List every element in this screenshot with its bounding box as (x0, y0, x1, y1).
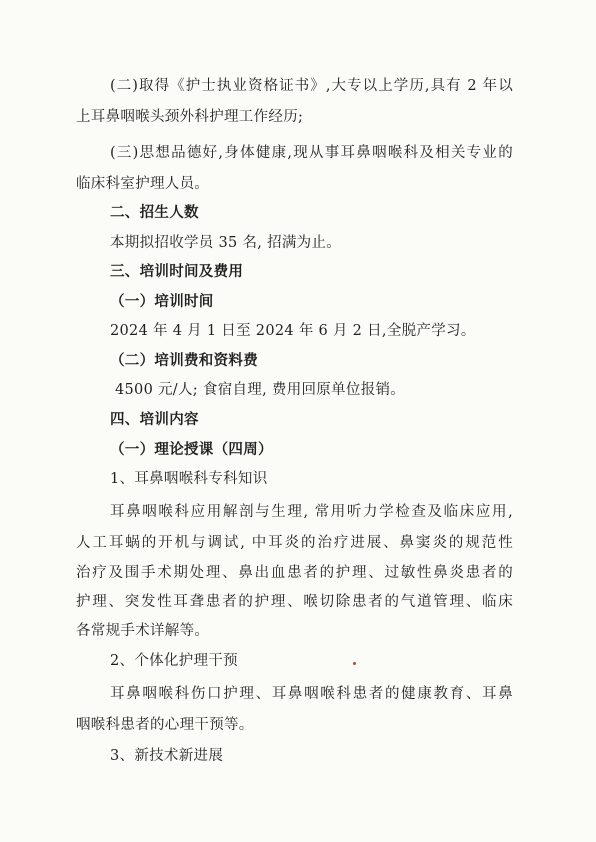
requirement-3-line-2: 临床科室护理人员。 (76, 176, 210, 192)
item-1-line-1: 耳鼻咽喉科应用解剖与生理, 常用听力学检查及临床应用, (110, 504, 513, 520)
requirement-2-line-2: 上耳鼻咽喉头颈外科护理工作经历; (76, 109, 304, 125)
training-time-text: 2024 年 4 月 1 日至 2024 年 6 月 2 日,全脱产学习。 (110, 323, 476, 339)
item-1-title: 1、耳鼻咽喉科专科知识 (110, 471, 268, 487)
training-content-heading: 四、培训内容 (110, 412, 199, 428)
item-2-title: 2、个体化护理干预 (110, 653, 238, 669)
item-2-line-2: 咽喉科患者的心理干预等。 (76, 717, 254, 733)
requirement-2-line-1: (二)取得《护士执业资格证书》,大专以上学历,具有 2 年以 (110, 78, 513, 94)
fee-text: 4500 元/人; 食宿自理, 费用回原单位报销。 (115, 382, 406, 398)
item-1-line-4: 护理、突发性耳聋患者的护理、喉切除患者的气道管理、临床 (76, 594, 513, 610)
fee-subheading: （二）培训费和资料费 (110, 353, 258, 369)
item-1-line-2: 人工耳蜗的开机与调试, 中耳炎的治疗进展、鼻窦炎的规范性 (76, 535, 513, 551)
enrollment-heading: 二、招生人数 (110, 205, 199, 221)
item-1-line-3: 治疗及围手术期处理、鼻出血患者的护理、过敏性鼻炎患者的 (76, 565, 513, 581)
item-1-line-5: 各常规手术详解等。 (76, 623, 210, 639)
item-3-title: 3、新技术新进展 (110, 748, 224, 764)
enrollment-text: 本期拟招收学员 35 名, 招满为止。 (110, 235, 342, 251)
requirement-3-line-1: (三)思想品德好,身体健康,现从事耳鼻咽喉科及相关专业的 (110, 145, 513, 161)
item-2-line-1: 耳鼻咽喉科伤口护理、耳鼻咽喉科患者的健康教育、耳鼻 (110, 686, 513, 702)
theory-course-subheading: （一）理论授课（四周） (110, 442, 273, 458)
training-time-subheading: （一）培训时间 (110, 294, 214, 310)
time-fee-heading: 三、培训时间及费用 (110, 264, 244, 280)
ink-speck (353, 662, 356, 665)
